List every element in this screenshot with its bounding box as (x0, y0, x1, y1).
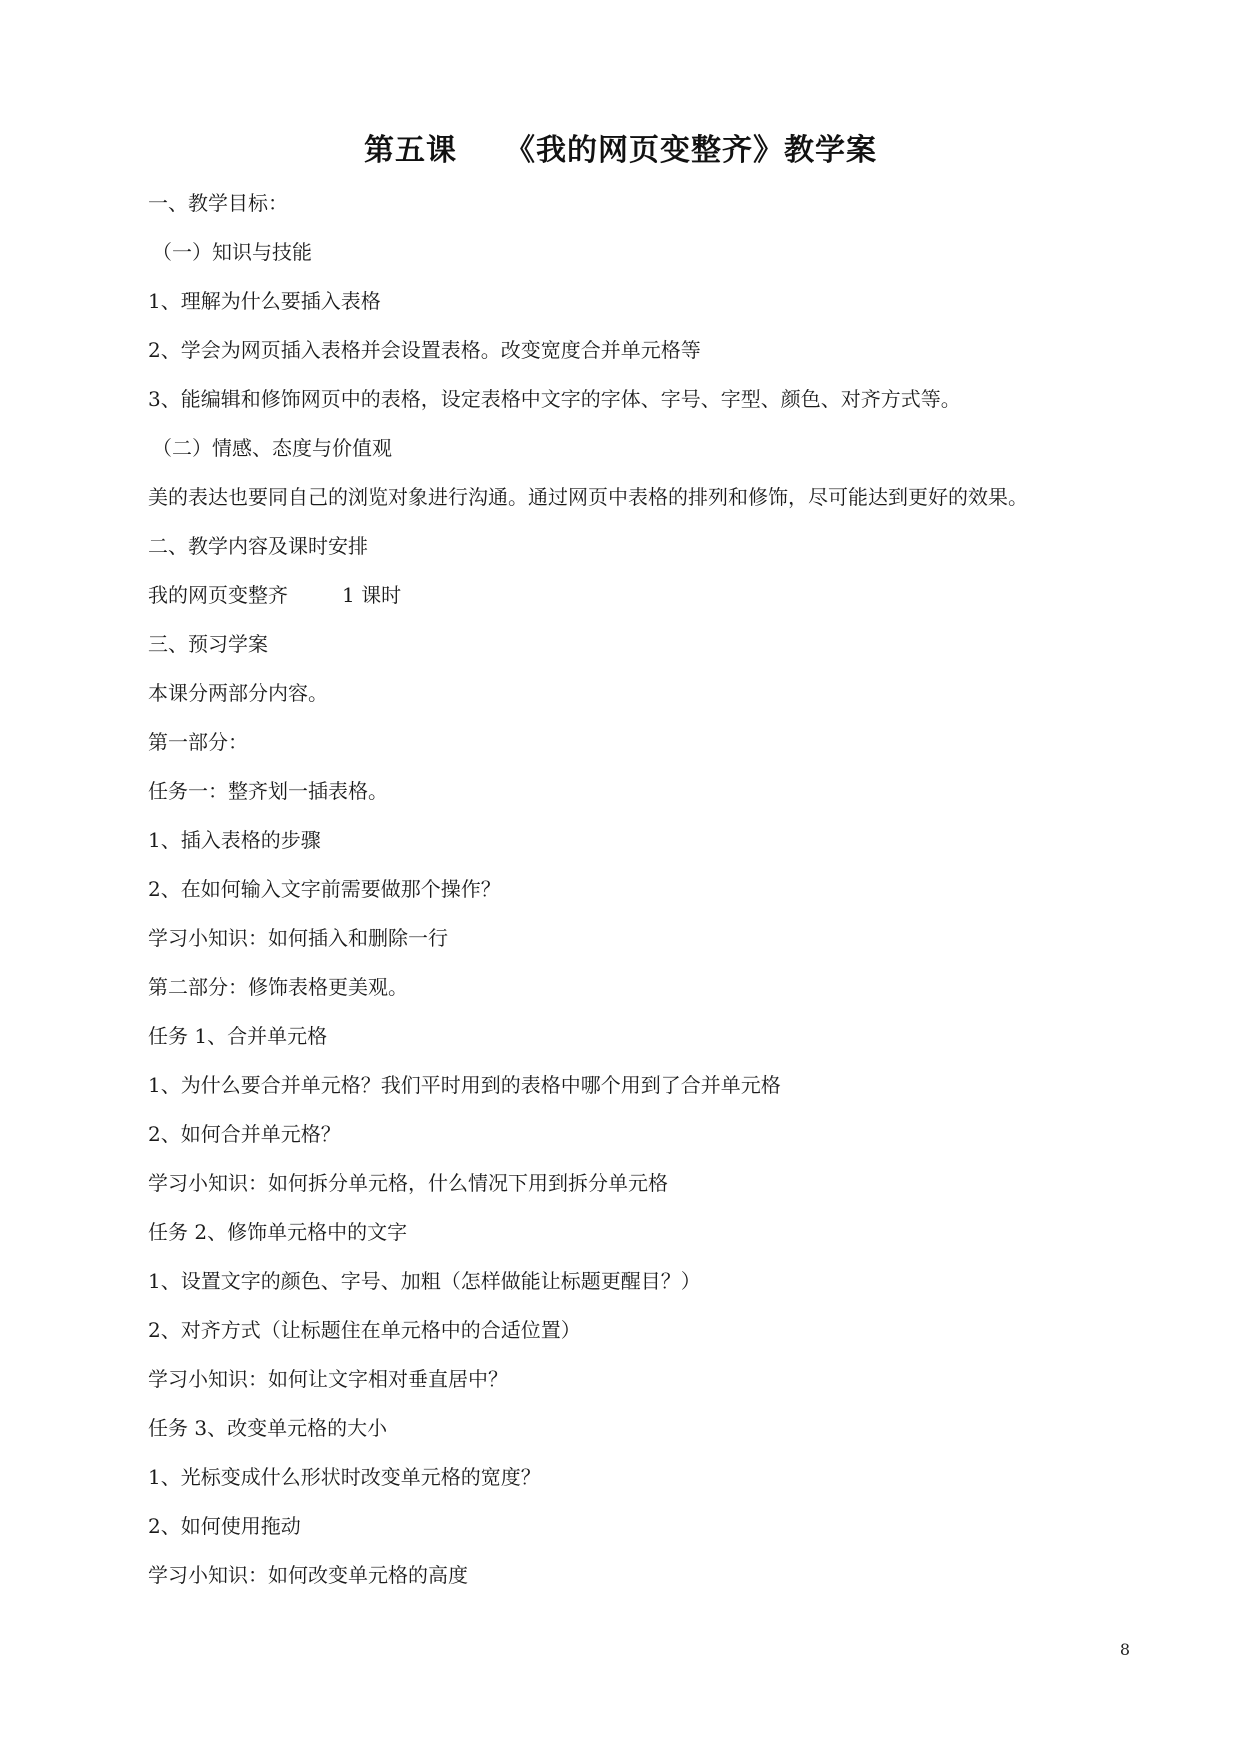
list-item: 2、学会为网页插入表格并会设置表格。改变宽度合并单元格等 (148, 338, 701, 362)
task-heading: 任务一：整齐划一插表格。 (148, 779, 388, 803)
schedule-line (148, 578, 1108, 627)
list-item: 1、光标变成什么形状时改变单元格的宽度？ (148, 1465, 541, 1489)
list-item: 1、设置文字的颜色、字号、加粗（怎样做能让标题更醒目？） (148, 1269, 701, 1293)
paragraph: 美的表达也要同自己的浏览对象进行沟通。通过网页中表格的排列和修饰，尽可能达到更好的效果。 (148, 485, 1028, 509)
schedule-hours: 1 课时 (342, 583, 402, 607)
list-item: 1、为什么要合并单元格？我们平时用到的表格中哪个用到了合并单元格 (148, 1073, 781, 1097)
tip-line: 学习小知识：如何插入和删除一行 (148, 926, 448, 950)
section-heading-preview: 三、预习学案 (148, 632, 268, 656)
tip-line: 学习小知识：如何改变单元格的高度 (148, 1563, 468, 1587)
section-heading-objectives: 一、教学目标： (148, 191, 288, 215)
list-item: 3、能编辑和修饰网页中的表格，设定表格中文字的字体、字号、字型、颜色、对齐方式等。 (148, 387, 961, 411)
title-name: 《我的网页变整齐》教学案 (505, 133, 877, 168)
list-item: 2、如何合并单元格？ (148, 1122, 341, 1146)
tip-line: 学习小知识：如何让文字相对垂直居中？ (148, 1367, 508, 1391)
task-heading: 任务 3、改变单元格的大小 (148, 1416, 388, 1440)
subheading-knowledge-skills: （一）知识与技能 (152, 240, 312, 264)
list-item: 2、对齐方式（让标题住在单元格中的合适位置） (148, 1318, 581, 1342)
task-heading: 任务 2、修饰单元格中的文字 (148, 1220, 408, 1244)
section-heading-content-schedule: 二、教学内容及课时安排 (148, 534, 368, 558)
list-item: 2、在如何输入文字前需要做那个操作？ (148, 877, 501, 901)
list-item: 2、如何使用拖动 (148, 1514, 301, 1538)
part-heading: 第二部分：修饰表格更美观。 (148, 975, 408, 999)
schedule-topic: 我的网页变整齐 (148, 583, 288, 607)
subheading-emotion-values: （二）情感、态度与价值观 (152, 436, 392, 460)
page-number: 8 (1119, 1640, 1131, 1659)
title-lesson: 第五课 (364, 133, 457, 168)
paragraph: 本课分两部分内容。 (148, 681, 328, 705)
page-title (0, 128, 1241, 174)
list-item: 1、理解为什么要插入表格 (148, 289, 381, 313)
document-body (148, 186, 1108, 1607)
part-heading: 第一部分： (148, 730, 248, 754)
task-heading: 任务 1、合并单元格 (148, 1024, 328, 1048)
list-item: 1、插入表格的步骤 (148, 828, 321, 852)
tip-line: 学习小知识：如何拆分单元格，什么情况下用到拆分单元格 (148, 1171, 668, 1195)
